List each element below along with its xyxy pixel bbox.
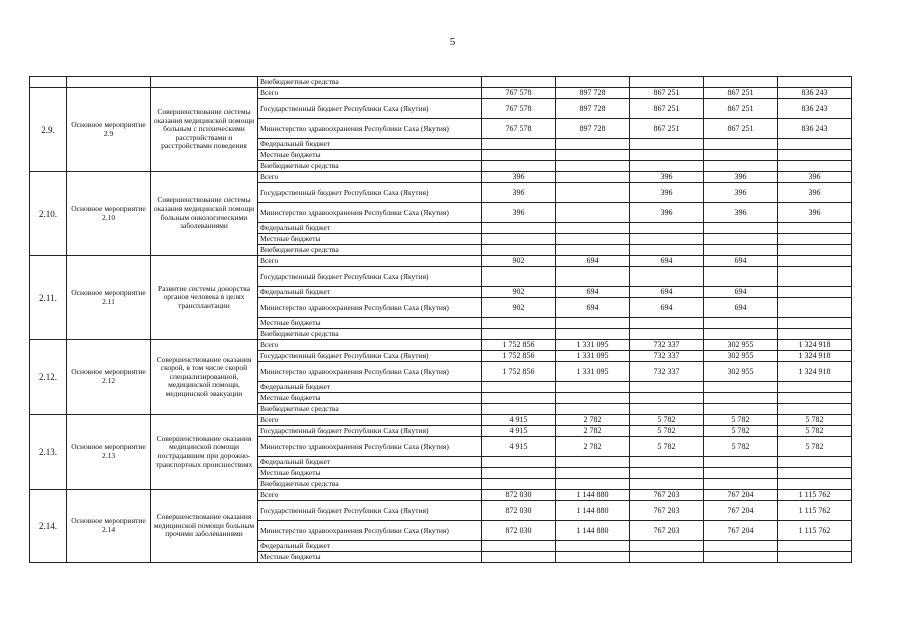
value-cell [482,393,556,404]
value-cell: 396 [778,172,852,183]
item-number: 2.10. [30,172,67,256]
value-cell [482,541,556,552]
value-cell: 396 [704,203,778,223]
value-cell: 867 251 [704,88,778,99]
value-cell: 897 728 [556,88,630,99]
value-cell: 4 915 [482,426,556,437]
value-cell: 5 782 [704,437,778,457]
funding-source: Федеральный бюджет [258,541,482,552]
funding-source: Министерство здравоохранения Республики Саха (Якутия) [258,362,482,382]
item-name [67,77,151,88]
value-cell: 732 337 [630,362,704,382]
funding-source: Государственный бюджет Республики Саха (Якутия) [258,351,482,362]
funding-source: Всего [258,256,482,267]
value-cell: 694 [704,287,778,298]
funding-source: Министерство здравоохранения Республики Саха (Якутия) [258,298,482,318]
value-cell [630,318,704,329]
value-cell [704,382,778,393]
value-cell: 694 [704,298,778,318]
value-cell [704,245,778,256]
table-row [30,77,852,88]
value-cell [778,552,852,563]
value-cell [482,329,556,340]
item-name: Основное мероприятие 2.9 [67,88,151,172]
value-cell [630,541,704,552]
value-cell [778,223,852,234]
value-cell: 1 144 880 [556,501,630,521]
table-row [30,490,852,501]
value-cell [556,245,630,256]
item-number: 2.14. [30,490,67,563]
value-cell: 396 [482,183,556,203]
value-cell [630,77,704,88]
value-cell: 1 115 762 [778,490,852,501]
value-cell [482,139,556,150]
value-cell: 2 782 [556,426,630,437]
value-cell: 694 [630,287,704,298]
funding-source: Внебюджетные средства [258,329,482,340]
item-name: Основное мероприятие 2.11 [67,256,151,340]
page-number: 5 [449,36,456,48]
value-cell [556,479,630,490]
funding-source: Местные бюджеты [258,552,482,563]
value-cell: 694 [630,256,704,267]
value-cell [556,541,630,552]
value-cell [556,318,630,329]
value-cell [704,267,778,287]
value-cell: 732 337 [630,351,704,362]
funding-source: Всего [258,490,482,501]
value-cell [482,223,556,234]
value-cell [482,234,556,245]
value-cell [556,468,630,479]
value-cell [556,223,630,234]
value-cell: 396 [704,183,778,203]
value-cell: 694 [556,256,630,267]
value-cell: 767 203 [630,490,704,501]
item-name: Основное мероприятие 2.12 [67,340,151,415]
value-cell [778,479,852,490]
value-cell [778,329,852,340]
value-cell: 902 [482,298,556,318]
value-cell: 1 144 880 [556,490,630,501]
table-row [30,415,852,426]
value-cell: 396 [630,203,704,223]
value-cell: 694 [556,287,630,298]
funding-source: Внебюджетные средства [258,77,482,88]
value-cell [630,552,704,563]
value-cell: 5 782 [630,415,704,426]
value-cell: 1 144 880 [556,521,630,541]
value-cell [630,468,704,479]
value-cell [556,457,630,468]
value-cell [556,552,630,563]
value-cell [630,329,704,340]
value-cell: 836 243 [778,88,852,99]
value-cell [630,223,704,234]
value-cell: 5 782 [630,437,704,457]
item-number: 2.9. [30,88,67,172]
value-cell: 396 [630,172,704,183]
value-cell [556,183,630,203]
funding-source: Всего [258,172,482,183]
value-cell: 767 578 [482,88,556,99]
table-row [30,256,852,267]
value-cell [704,468,778,479]
value-cell: 396 [778,183,852,203]
value-cell [778,287,852,298]
funding-source: Всего [258,415,482,426]
value-cell [778,234,852,245]
item-description: Совершенствование оказания скорой, в том числе скорой специализированной, медицинской помощи, медицинской эвакуации [151,340,258,415]
item-number [30,77,67,88]
value-cell [630,404,704,415]
value-cell: 897 728 [556,119,630,139]
value-cell: 396 [630,183,704,203]
value-cell: 867 251 [704,99,778,119]
funding-source: Государственный бюджет Республики Саха (Якутия) [258,267,482,287]
item-number: 2.13. [30,415,67,490]
funding-source: Министерство здравоохранения Республики Саха (Якутия) [258,437,482,457]
value-cell [778,267,852,287]
value-cell: 1 331 095 [556,362,630,382]
value-cell: 1 115 762 [778,521,852,541]
value-cell: 1 752 856 [482,351,556,362]
value-cell [704,329,778,340]
value-cell: 872 030 [482,490,556,501]
value-cell [704,150,778,161]
item-description [151,77,258,88]
value-cell: 302 955 [704,362,778,382]
value-cell: 694 [556,298,630,318]
value-cell [556,139,630,150]
value-cell: 5 782 [704,426,778,437]
value-cell [482,552,556,563]
value-cell [630,457,704,468]
value-cell: 1 752 856 [482,340,556,351]
value-cell [778,245,852,256]
value-cell: 897 728 [556,99,630,119]
funding-source: Федеральный бюджет [258,287,482,298]
value-cell [778,541,852,552]
value-cell: 5 782 [778,437,852,457]
value-cell: 396 [482,172,556,183]
value-cell: 694 [704,256,778,267]
value-cell: 1 115 762 [778,501,852,521]
value-cell [482,468,556,479]
value-cell [778,382,852,393]
item-description: Совершенствование системы оказания медицинской помощи больным онкологическими заболеваниями [151,172,258,256]
value-cell [778,404,852,415]
value-cell [556,172,630,183]
value-cell [556,382,630,393]
funding-source: Государственный бюджет Республики Саха (Якутия) [258,501,482,521]
value-cell [482,318,556,329]
value-cell [482,457,556,468]
funding-source: Местные бюджеты [258,318,482,329]
funding-source: Внебюджетные средства [258,479,482,490]
value-cell [778,393,852,404]
value-cell [630,267,704,287]
value-cell [778,468,852,479]
funding-source: Государственный бюджет Республики Саха (Якутия) [258,183,482,203]
value-cell: 767 203 [630,521,704,541]
value-cell [630,479,704,490]
funding-source: Внебюджетные средства [258,245,482,256]
value-cell [630,393,704,404]
value-cell: 767 204 [704,490,778,501]
value-cell [778,457,852,468]
value-cell: 4 915 [482,437,556,457]
value-cell: 872 030 [482,521,556,541]
value-cell: 302 955 [704,340,778,351]
funding-source: Местные бюджеты [258,468,482,479]
value-cell: 902 [482,256,556,267]
value-cell: 396 [778,203,852,223]
funding-source: Федеральный бюджет [258,139,482,150]
value-cell: 5 782 [778,426,852,437]
value-cell: 836 243 [778,99,852,119]
funding-source: Федеральный бюджет [258,223,482,234]
value-cell [704,457,778,468]
item-number: 2.12. [30,340,67,415]
value-cell [704,77,778,88]
item-description: Совершенствование оказания медицинской помощи пострадавшим при дорожно-транспортных происшествиях [151,415,258,490]
funding-source: Федеральный бюджет [258,457,482,468]
value-cell [704,234,778,245]
item-number: 2.11. [30,256,67,340]
value-cell [704,223,778,234]
item-name: Основное мероприятие 2.14 [67,490,151,563]
value-cell [556,77,630,88]
value-cell [556,161,630,172]
table-row [30,172,852,183]
value-cell [482,382,556,393]
funding-source: Всего [258,340,482,351]
funding-source: Внебюджетные средства [258,404,482,415]
value-cell: 1 324 918 [778,340,852,351]
value-cell [778,256,852,267]
value-cell: 1 331 095 [556,340,630,351]
value-cell: 767 204 [704,521,778,541]
value-cell [482,161,556,172]
budget-table [29,76,852,563]
value-cell [482,150,556,161]
value-cell [556,404,630,415]
value-cell: 767 578 [482,99,556,119]
value-cell: 872 030 [482,501,556,521]
value-cell: 767 203 [630,501,704,521]
value-cell [778,139,852,150]
value-cell [556,234,630,245]
value-cell: 396 [704,172,778,183]
value-cell [704,552,778,563]
value-cell [556,203,630,223]
value-cell: 1 752 856 [482,362,556,382]
value-cell: 836 243 [778,119,852,139]
funding-source: Государственный бюджет Республики Саха (Якутия) [258,99,482,119]
value-cell [556,393,630,404]
funding-source: Местные бюджеты [258,393,482,404]
value-cell [630,139,704,150]
funding-source: Министерство здравоохранения Республики Саха (Якутия) [258,203,482,223]
value-cell: 767 578 [482,119,556,139]
value-cell [704,318,778,329]
value-cell: 5 782 [778,415,852,426]
item-description: Развитие системы донорства органов человека в целях трансплантации [151,256,258,340]
value-cell: 5 782 [630,426,704,437]
value-cell: 4 915 [482,415,556,426]
value-cell: 1 324 918 [778,351,852,362]
item-description: Совершенствование оказания медицинской помощи больным прочими заболеваниями [151,490,258,563]
value-cell: 302 955 [704,351,778,362]
value-cell: 867 251 [630,119,704,139]
value-cell: 1 331 095 [556,351,630,362]
item-name: Основное мероприятие 2.10 [67,172,151,256]
value-cell [482,245,556,256]
value-cell: 2 782 [556,415,630,426]
value-cell [778,318,852,329]
funding-source: Государственный бюджет Республики Саха (Якутия) [258,426,482,437]
value-cell [482,479,556,490]
table-row [30,88,852,99]
value-cell [778,150,852,161]
value-cell [778,77,852,88]
value-cell [778,161,852,172]
value-cell [630,245,704,256]
value-cell: 396 [482,203,556,223]
funding-source: Федеральный бюджет [258,382,482,393]
item-name: Основное мероприятие 2.13 [67,415,151,490]
value-cell [482,404,556,415]
value-cell: 867 251 [630,88,704,99]
value-cell [778,298,852,318]
value-cell [482,77,556,88]
value-cell [556,150,630,161]
value-cell [482,267,556,287]
funding-source: Всего [258,88,482,99]
value-cell: 867 251 [630,99,704,119]
value-cell: 867 251 [704,119,778,139]
funding-source: Министерство здравоохранения Республики Саха (Якутия) [258,521,482,541]
value-cell: 732 337 [630,340,704,351]
value-cell: 5 782 [704,415,778,426]
value-cell [704,139,778,150]
table-row [30,340,852,351]
funding-source: Министерство здравоохранения Республики Саха (Якутия) [258,119,482,139]
value-cell [630,150,704,161]
item-description: Совершенствование системы оказания медицинской помощи больным с психическими расстройствами и расстройствами поведения [151,88,258,172]
value-cell [630,382,704,393]
value-cell: 1 324 918 [778,362,852,382]
value-cell: 767 204 [704,501,778,521]
value-cell [556,267,630,287]
value-cell [630,161,704,172]
value-cell: 694 [630,298,704,318]
funding-source: Местные бюджеты [258,234,482,245]
value-cell [704,393,778,404]
value-cell [704,161,778,172]
value-cell [556,329,630,340]
funding-source: Внебюджетные средства [258,161,482,172]
funding-source: Местные бюджеты [258,150,482,161]
value-cell [704,404,778,415]
value-cell [704,541,778,552]
value-cell: 902 [482,287,556,298]
value-cell [704,479,778,490]
value-cell: 2 782 [556,437,630,457]
value-cell [630,234,704,245]
